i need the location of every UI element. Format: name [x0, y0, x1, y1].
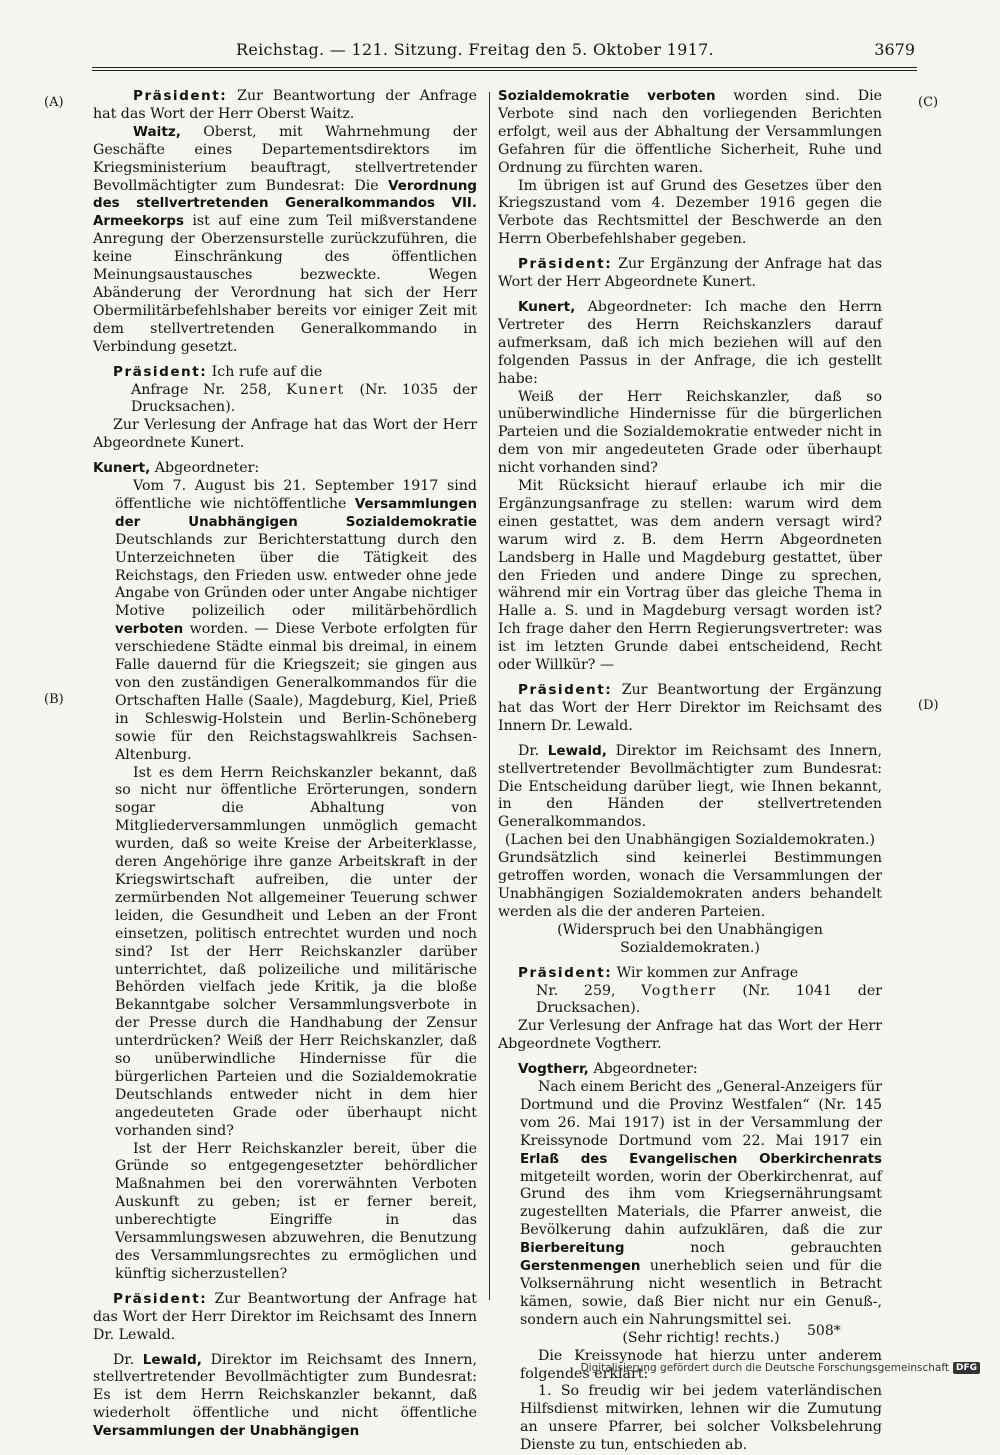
bold-phrase: Erlaß des Evangelischen Oberkirchenrats: [520, 1151, 882, 1167]
paragraph: Grundsätzlich sind keinerlei Bestimmungen getroffen worden, wonach die Versammlungen der Unabhängigen Sozialdemokraten anders behandelt werden als die der anderen Parteien.: [498, 850, 882, 920]
speaker-waitz: Waitz,: [133, 123, 181, 140]
speaker-kunert: Kunert,: [93, 460, 151, 477]
paragraph-text: Nach einem Bericht des „General-Anzeigers für Dortmund und die Provinz Westfalen“ (Nr. 145 vom 26. Mai 1917) ist in der Versammlung der Kreissynode Dortmund vom 22. Mai 1917 ein: [520, 1079, 882, 1149]
interjection: (Widerspruch bei den Unabhängigen Sozialdemokraten.): [557, 921, 823, 956]
paragraph-text: Nr. 259,: [536, 982, 642, 999]
paragraph-text: Anfrage Nr. 258,: [131, 381, 287, 398]
page-number: 3679: [874, 40, 915, 59]
paragraph-text: Dr.: [113, 1351, 143, 1368]
paragraph-text: worden. — Diese Verbote erfolgten für verschiedene Städte einmal bis dreimal, in einem Falle dauernd für die Kriegszeit; sie gingen aus von den zuständigen Generalkommandos für die Ortschaften Halle (Saale), Magdeburg, Kiel, Prieß in Schleswig-Holstein und Berlin-Schöneberg sowie für den Reichstagswahlkreis Sachsen-Altenburg.: [115, 621, 477, 763]
paragraph-text: mitgeteilt worden, worin der Oberkirchenrat, auf Grund des ihm vom Kriegsernährungsamt zugestellten Materials, die Pfarrer anweist, die Bevölkerung dahin aufzuklären, daß die zur: [520, 1168, 882, 1239]
paragraph: [93, 1352, 477, 1442]
margin-mark-a: (A): [44, 95, 64, 110]
paragraph-text: Zur Beantwortung der Anfrage hat das Wort der Herr Oberst Waitz.: [93, 88, 477, 122]
speaker-praesident: Präsident:: [113, 1290, 208, 1307]
bold-phrase: Verordnung des stellvertretenden Generalkommandos VII. Armeekorps: [93, 178, 477, 230]
speaker-lewald: Lewald,: [547, 742, 607, 759]
margin-mark-c: (C): [918, 95, 939, 110]
paragraph-text: (Nr. 1035 der Drucksachen).: [131, 381, 477, 416]
speaker-praesident: Präsident:: [518, 682, 613, 698]
paragraph: [498, 983, 882, 1019]
speaker-praesident: Präsident:: [133, 88, 228, 104]
paragraph-text: noch gebrauchten: [624, 1240, 882, 1257]
paragraph-text: ist auf eine zum Teil mißverstandene Anregung der Oberzensurstelle zurückzuführen, die keine Einschränkung des öffentlichen Meinungsaustausches bezweckte. Wegen Abänderung der Verordnung hat sich der Herr Obermilitärbefehlshaber bereits vor einiger Zeit mit dem stellvertretenden Generalkommando in Verbindung gesetzt.: [93, 213, 477, 355]
paragraph: Weiß der Herr Reichskanzler, daß so unüberwindliche Hindernisse für die bürgerlichen Parteien und die Sozialdemokratie entweder nicht in dem von mir angedeuteten Grade oder überhaupt nicht vorhanden sind?: [498, 388, 882, 477]
paragraph: [498, 965, 882, 983]
paragraph: [498, 743, 882, 833]
speaker-kunert: Kunert,: [518, 298, 576, 315]
column-divider: [489, 92, 490, 1300]
quote-paragraph: Ist der Herr Reichskanzler bereit, über die Gründe so entgegengesetzter behördlicher Maßnahmen bei den vorerwähnten Verboten Auskunft zu geben; ist er ferner bereit, unberechtigte Eingriffe in das Versammlungswesen abzuwehren, die Benutzung des Versammlungsrechtes zu ermöglichen und künftig sicherzustellen?: [115, 1140, 477, 1282]
paragraph-text: Ich rufe auf die: [207, 363, 323, 380]
speaker-praesident: Präsident:: [518, 964, 613, 981]
paragraph: [93, 88, 477, 124]
paragraph-text: Abgeordneter: Ich mache den Herrn Vertreter des Herrn Reichskanzlers darauf aufmerksam, daß ich mich beziehen will auf den folgenden Passus in der Anfrage, die ich gestellt habe:: [498, 298, 882, 387]
paragraph-text: Zur Beantwortung der Ergänzung hat das Wort der Herr Direktor im Reichsamt des Innern Dr. Lewald.: [498, 682, 882, 734]
header-rule-2: [92, 70, 917, 71]
bold-phrase: Bierbereitung: [520, 1241, 625, 1257]
bold-phrase: Gerstenmengen: [520, 1259, 641, 1275]
interjection: (Lachen bei den Unabhängigen Sozialdemokraten.): [504, 832, 876, 849]
paragraph: [93, 1291, 477, 1345]
paragraph: Zur Verlesung der Anfrage hat das Wort der Herr Abgeordnete Kunert.: [93, 417, 477, 452]
paragraph: [498, 88, 882, 178]
paragraph-text: Abgeordneter:: [150, 460, 260, 477]
paragraph-text: worden sind. Die Verbote sind nach den vorliegenden Berichten erfolgt, weil aus der Abhaltung der Versammlungen Gefahren für die öffentliche Sicherheit, Ruhe und Ordnung zu fürchten waren.: [498, 88, 883, 176]
paragraph: [498, 1061, 882, 1079]
speaker-praesident: Präsident:: [518, 256, 613, 273]
paragraph-text: Direktor im Reichsamt des Innern, stellvertretender Bevollmächtigter zum Bundesrat: Es ist dem Herrn Reichskanzler bekannt, daß wiederholt öffentliche und nicht öffentliche: [93, 1351, 477, 1422]
paragraph-text: unerheblich seien und für die Volksernährung nicht wesentlich in Betracht kämen, sowie, daß Bier nicht nur ein Genuß-, sondern auch ein Nahrungsmittel sei.: [520, 1258, 882, 1328]
speaker-praesident: Präsident:: [113, 363, 208, 380]
header-title: Reichstag. — 121. Sitzung. Freitag den 5. Oktober 1917.: [236, 40, 714, 59]
paragraph: [93, 124, 477, 357]
running-header: [95, 40, 915, 66]
paragraph: Im übrigen ist auf Grund des Gesetzes über den Kriegszustand vom 4. Dezember 1916 gegen die Verbote das Rechtsmittel der Beschwerde an den Herrn Oberbefehlshaber gegeben.: [498, 177, 882, 248]
paragraph-text: Dr.: [518, 742, 548, 759]
quote-paragraph: [520, 1079, 882, 1330]
inquiry-quote: [93, 478, 477, 1284]
quote-paragraph: [115, 478, 477, 765]
paragraph-text: Zur Beantwortung der Anfrage hat das Wort der Herr Direktor im Reichsamt des Innern Dr. Lewald.: [93, 1290, 477, 1343]
bold-phrase: Versammlungen der Unabhängigen: [93, 1424, 360, 1440]
margin-mark-d: (D): [918, 698, 939, 713]
paragraph: [498, 299, 882, 389]
paragraph: Mit Rücksicht hierauf erlaube ich mir die Ergänzungsanfrage zu stellen: warum wird dem einen gestattet, was dem andern versagt wird? warum wird z. B. dem Herrn Abgeordneten Landsberg in Halle und Magdeburg gestattet, über den Frieden und andere Dinge zu sprechen, während mir ein Vortrag über das gleiche Thema in Halle a. S. und in Magdeburg versagt worden ist? Ich frage daher den Herrn Regierungsvertreter: was ist im letzten Grunde dabei entscheidend, Recht oder Willkür? —: [498, 478, 882, 674]
paragraph: [93, 460, 477, 478]
quote-paragraph: 1. So freudig wir bei jedem vaterländischen Hilfsdienst mitwirken, lehnen wir die Zumutung an unsere Pfarrer, bei solcher Volksbelehrung Dienste zu tun, entschieden ab.: [520, 1383, 882, 1454]
paragraph: [93, 382, 477, 418]
footer-credit: [581, 1362, 980, 1374]
speaker-lewald: Lewald,: [142, 1351, 202, 1368]
paragraph-text: Zur Ergänzung der Anfrage hat das Wort der Herr Abgeordnete Kunert.: [498, 256, 882, 291]
left-column: [93, 88, 477, 1441]
interjection: (Sehr richtig! rechts.): [622, 1329, 780, 1346]
right-column: [498, 88, 882, 1455]
spaced-name: Vogtherr: [641, 982, 717, 999]
bold-phrase: Versammlungen der Unabhängigen Sozialdemokratie: [115, 496, 477, 530]
quote-paragraph: Ist es dem Herrn Reichskanzler bekannt, daß so nicht nur öffentliche Erörterungen, sondern sogar die Abhaltung von Mitgliederversammlungen unmöglich gemacht wurden, daß so weite Kreise der Arbeiterklasse, deren Angehörige ihre ganze Arbeitskraft in der Kriegswirtschaft aufreiben, die unter der zermürbenden Not allgemeiner Teuerung schwer leiden, die Gesundheit und Leben an der Front einsetzen, politisch entrechtet wurden und noch sind? Ist der Herr Reichskanzler darüber unterrichtet, daß polizeiliche und militärische Behörden vielfach jede Kritik, ja die bloße Bekanntgabe solcher Versammlungsverbote in der Presse durch die Handhabung der Zensur unterdrücken? Weiß der Herr Reichskanzler, daß so unüberwindliche Hindernisse für die bürgerlichen Parteien und die Sozialdemokratie Deutschlands entweder nicht in dem hier angedeuteten Grade oder überhaupt nicht vorhanden sind?: [115, 764, 477, 1139]
signature-mark: 508*: [807, 1323, 841, 1339]
paragraph: [93, 364, 477, 382]
paragraph-text: Deutschlands zur Berichterstattung durch den Unterzeichneten über die Tätigkeit des Reichstags, den Frieden usw. entweder ohne jede Angabe von Gründen oder unter Angabe nichtiger Motive polizeilich oder militärbehördlich: [115, 531, 477, 620]
header-rule: [92, 67, 917, 68]
paragraph: Zur Verlesung der Anfrage hat das Wort der Herr Abgeordnete Vogtherr.: [498, 1018, 882, 1053]
paragraph-text: Wir kommen zur Anfrage: [612, 964, 799, 981]
paragraph-text: (Nr. 1041 der Drucksachen).: [536, 982, 883, 1017]
quote-paragraph: Die Kreissynode hat hierzu unter anderem folgendes erklärt:: [520, 1347, 882, 1382]
footer-text: Digitalisierung gefördert durch die Deutsche Forschungsgemeinschaft: [580, 1362, 949, 1374]
spaced-name: Kunert: [286, 381, 345, 398]
bold-phrase: verboten: [115, 622, 184, 638]
paragraph-text: Vom 7. August bis 21. September 1917 sind öffentliche wie nichtöffentliche: [115, 478, 477, 512]
speaker-vogtherr: Vogtherr,: [518, 1061, 589, 1078]
inquiry-quote: [498, 1079, 882, 1455]
paragraph: [498, 256, 882, 292]
bold-phrase: Sozialdemokratie verboten: [498, 89, 716, 104]
paragraph: [498, 682, 882, 736]
paragraph-text: Abgeordneter:: [588, 1061, 698, 1078]
dfg-logo-icon: DFG: [953, 1362, 980, 1374]
paragraph-text: Oberst, mit Wahrnehmung der Geschäfte eines Departementsdirektors im Kriegsministerium beauftragt, stellvertretender Bevollmächtigter zum Bundesrat: Die: [93, 123, 477, 194]
margin-mark-b: (B): [44, 692, 64, 707]
paragraph-text: Direktor im Reichsamt des Innern, stellvertretender Bevollmächtigter zum Bundesrat: Die Entscheidung darüber liegt, wie Ihnen bekannt, in den Händen der stellvertretenden Generalkommandos.: [498, 742, 882, 831]
